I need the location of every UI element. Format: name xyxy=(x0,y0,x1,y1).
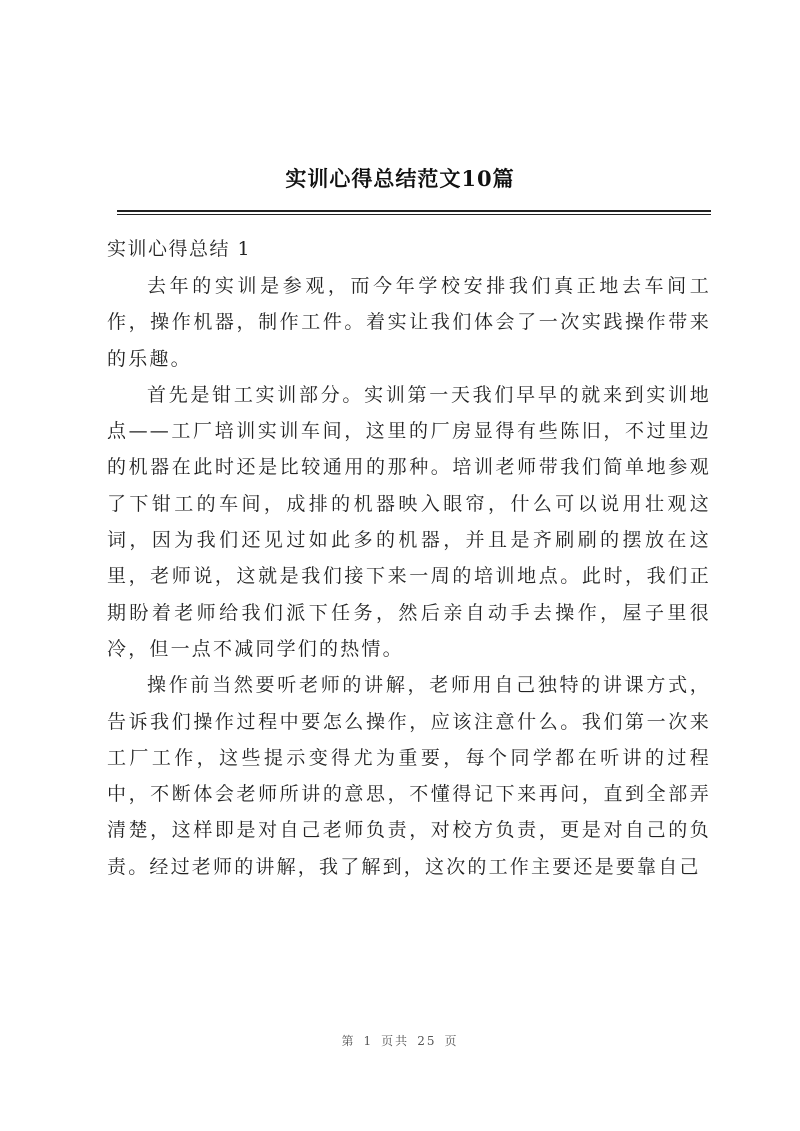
page-footer xyxy=(0,1032,800,1049)
footer-label-pages: 页 xyxy=(444,1034,459,1048)
document-body xyxy=(107,268,711,885)
section-heading: 实训心得总结 1 xyxy=(107,238,252,260)
paragraph-3: 操作前当然要听老师的讲解，老师用自己独特的讲课方式，告诉我们操作过程中要怎么操作，应该注意什么。我们第一次来工厂工作，这些提示变得尤为重要，每个同学都在听讲的过程中，不断体会老师所讲的意思，不懂得记下来再问，直到全部弄清楚，这样即是对自己老师负责，对校方负责，更是对自己的负责。经过老师的讲解，我了解到，这次的工作主要还是要靠自己 xyxy=(107,674,711,878)
title-divider xyxy=(117,210,711,215)
footer-current-page: 1 xyxy=(363,1034,374,1048)
paragraph-2: 首先是钳工实训部分。实训第一天我们早早的就来到实训地点——工厂培训实训车间，这里的厂房显得有些陈旧，不过里边的机器在此时还是比较通用的那种。培训老师带我们简单地参观了下钳工的车间，成排的机器映入眼帘，什么可以说用壮观这词，因为我们还见过如此多的机器，并且是齐刷刷的摆放在这里，老师说，这就是我们接下来一周的培训地点。此时，我们正期盼着老师给我们派下任务，然后亲自动手去操作，屋子里很冷，但一点不减同学们的热情。 xyxy=(107,383,711,660)
paragraph-1: 去年的实训是参观，而今年学校安排我们真正地去车间工作，操作机器，制作工件。着实让我们体会了一次实践操作带来的乐趣。 xyxy=(107,275,711,370)
document-title: 实训心得总结范文10篇 xyxy=(285,166,515,191)
footer-total-pages: 25 xyxy=(417,1034,437,1048)
footer-label-of: 页共 xyxy=(381,1034,410,1048)
footer-label-page: 第 xyxy=(341,1034,356,1048)
